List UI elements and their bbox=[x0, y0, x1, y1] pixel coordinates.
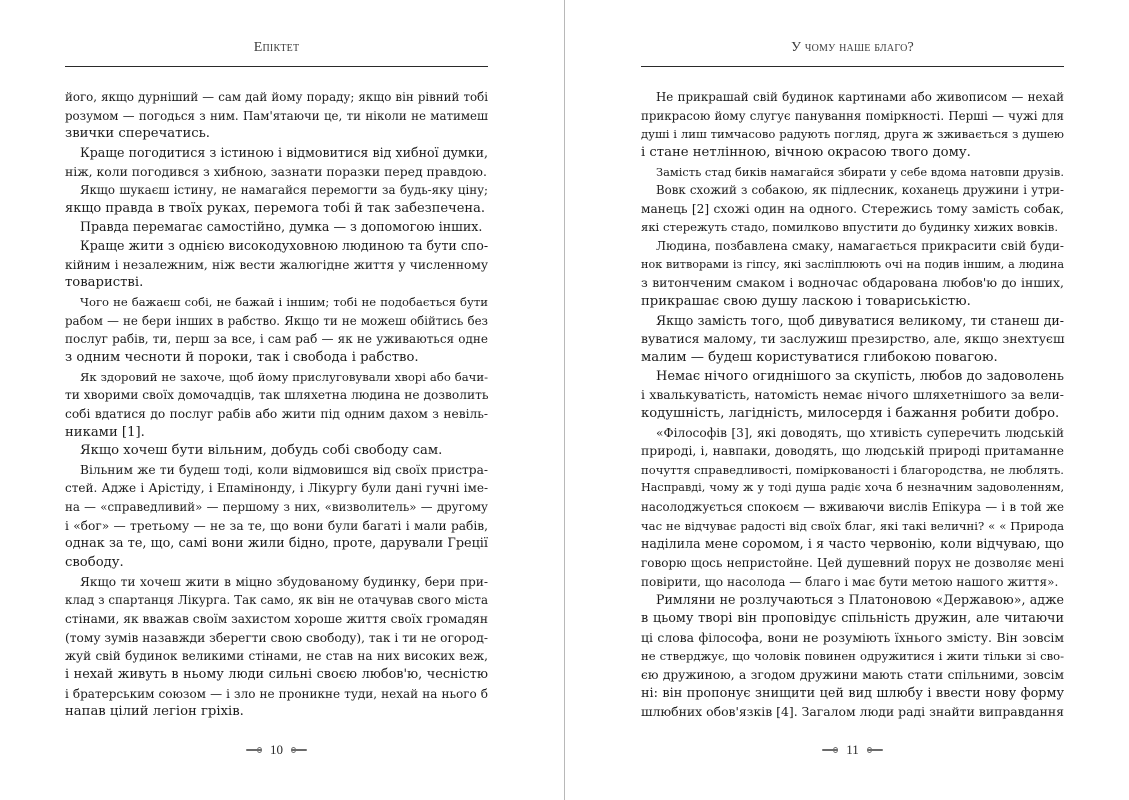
text-line: насолоджується спокоєм — вживаючи вислів Епікура — і в той же bbox=[641, 500, 1064, 515]
text-line: Римляни не розлучаються з Платоновою «Державою», адже bbox=[656, 592, 1064, 608]
text-line: Замість стад биків намагайся збирати у себе вдома натовпи друзів. bbox=[656, 164, 1064, 179]
text-line: Насправді, чому ж у тоді душа радіє хоча б незначним задоволенням, bbox=[641, 481, 1064, 495]
header-rule bbox=[65, 66, 488, 67]
page-number-text: 10 bbox=[270, 742, 283, 757]
text-line: якщо правда в твоїх руках, перемога тобі й так забезпечена. bbox=[65, 200, 485, 216]
text-line: повірити, що насолода — благо і має бути метою нашого життя». bbox=[641, 574, 1059, 589]
text-line: шлюбних обов'язків [4]. Загалом люди раді знайти виправдання bbox=[641, 704, 1064, 720]
text-line: товаристві. bbox=[65, 275, 144, 291]
header-rule bbox=[641, 66, 1064, 67]
text-line: «Філософів [3], які доводять, що хтивість суперечить людській bbox=[656, 425, 1064, 440]
text-line: ні: він пропонує знищити цей вид шлюбу і ввести нову форму bbox=[641, 685, 1064, 701]
text-line: нок витворами із гіпсу, які засліплюють очі на подив іншим, а людина bbox=[641, 257, 1064, 271]
text-line: клад з спартанця Лікурга. Так само, як він не отачував свого міста bbox=[65, 593, 488, 608]
text-line: Правда перемагає самостійно, думка — з допомогою інших. bbox=[80, 219, 483, 235]
text-line: (тому зумів назавжди зберегти свою свободу), так і ти не огород- bbox=[65, 630, 488, 645]
text-line: душі і лиш тимчасово радують погляд, друга ж зживається з душею bbox=[641, 127, 1064, 142]
text-line: малим — будеш користуватися глибокою повагою. bbox=[641, 349, 998, 365]
text-line: наділила мене соромом, і я часто червонію, коли відчуваю, що bbox=[641, 536, 1064, 552]
ornament-left-icon bbox=[822, 747, 838, 753]
page-body bbox=[65, 88, 488, 722]
text-line: Якщо замість того, щоб дивуватися великому, ти станеш ди- bbox=[656, 312, 1064, 328]
text-line: Як здоровий не захоче, щоб йому прислуговували хворі або бачи- bbox=[80, 369, 488, 384]
text-line: і братерським союзом — і зло не проникне туди, нехай на нього б bbox=[65, 686, 488, 701]
right-page bbox=[641, 0, 1064, 800]
text-line: розумом — погодься з ним. Пам'ятаючи це, ти ніколи не матимеш bbox=[65, 108, 488, 123]
text-line: никами [1]. bbox=[65, 424, 145, 440]
text-line: і «бог» — третьому — не за те, що вони були багаті і мали рабів, bbox=[65, 518, 488, 533]
text-line: собі вдатися до послуг рабів або жити під одним дахом з невіль- bbox=[65, 406, 488, 421]
text-line: прикрашає свою душу ласкою і товариськістю. bbox=[641, 294, 971, 310]
ornament-left-icon bbox=[246, 747, 262, 753]
text-line: жуй свій будинок великими стінами, не став на них високих веж, bbox=[65, 649, 488, 664]
text-line: Не прикрашай свій будинок картинами або живописом — нехай bbox=[656, 90, 1064, 104]
text-line: які стережуть стадо, помилково впустити до будинку хижих вовків. bbox=[641, 220, 1059, 235]
text-line: Якщо хочеш бути вільним, добудь собі свободу сам. bbox=[80, 443, 443, 459]
page-body bbox=[641, 88, 1064, 722]
text-line: послуг рабів, ти, перш за все, і сам раб — як не уживаються одне bbox=[65, 332, 488, 347]
left-page bbox=[65, 0, 488, 800]
text-line: говорю щось непристойне. Цей душевний порух не дозволяє мені bbox=[641, 556, 1064, 571]
text-line: стей. Адже і Арістіду, і Епамінонду, і Лікургу були дані гучні іме- bbox=[65, 481, 488, 496]
text-line: і нехай живуть в ньому люди сильні своєю любов'ю, чесністю bbox=[65, 666, 488, 682]
text-line: на — «справедливий» — першому з них, «визволитель» — другому bbox=[65, 500, 488, 515]
text-line: Чого не бажаєш собі, не бажай і іншим; тобі не подобається бути bbox=[80, 295, 488, 310]
page-number bbox=[65, 742, 488, 758]
text-line: звички сперечатись. bbox=[65, 126, 210, 142]
text-line: Якщо ти хочеш жити в міцно збудованому будинку, бери при- bbox=[80, 574, 488, 589]
running-head: Епіктет bbox=[253, 40, 300, 55]
text-line: кодушність, лагідність, милосердя і бажання робити добро. bbox=[641, 405, 1060, 421]
text-line: ніж, коли погодився з хибною, зазнати поразки перед правдою. bbox=[65, 163, 487, 179]
page-number-text: 11 bbox=[846, 742, 859, 757]
text-line: час не відчуває радості від своїх благ, які такі величні? « « Природа bbox=[641, 518, 1064, 533]
text-line: Немає нічого огиднішого за скупість, любов до задоволень bbox=[656, 368, 1064, 384]
text-line: єю дружиною, а згодом дружини мають стати спільними, зовсім bbox=[641, 667, 1064, 682]
text-line: ці слова філософа, вони не розуміють їхнього змісту. Він зовсім bbox=[641, 629, 1064, 645]
text-line: ти хворими своїх домочадців, так шляхетна людина не дозволить bbox=[65, 388, 489, 403]
text-line: в цьому творі він проповідує спільність дружин, але читаючи bbox=[641, 610, 1064, 626]
text-line: Краще жити з однією високодуховною людиною та бути спо- bbox=[80, 238, 489, 254]
text-line: природі, і, навпаки, доводять, що людській природі притаманне bbox=[641, 443, 1064, 459]
text-line: почуття справедливості, поміркованості і благородства, не люблять. bbox=[641, 462, 1064, 477]
running-head: У чому наше благо? bbox=[791, 40, 914, 55]
text-line: стінами, як вважав своїм захистом хороше життя своїх громадян bbox=[65, 611, 488, 626]
text-line: кійним і незалежним, ніж вести жалюгідне життя у численному bbox=[65, 257, 488, 272]
text-line: вуватися малому, ти заслужиш презирство, але, якщо знехтуєш bbox=[641, 331, 1065, 347]
text-line: однак за те, що, самі вони жили бідно, проте, дарували Греції bbox=[65, 536, 488, 552]
text-line: не стверджує, що чоловік повинен одружитися і жити тільки зі сво- bbox=[641, 649, 1064, 664]
text-line: прикрасою йому слугує панування поміркності. Перші — чужі для bbox=[641, 108, 1064, 123]
text-line: рабом — не бери інших в рабство. Якщо ти не можеш обійтись без bbox=[65, 313, 488, 328]
text-line: Краще погодитися з істиною і відмовитися від хибної думки, bbox=[80, 144, 488, 160]
text-line: Людина, позбавлена смаку, намагається прикрасити свій буди- bbox=[656, 239, 1064, 254]
text-line: Вільним же ти будеш тоді, коли відмовишся від своїх пристра- bbox=[80, 462, 488, 477]
spine-gutter bbox=[564, 0, 565, 800]
text-line: з одним чесноти й пороки, так і свобода і рабство. bbox=[65, 349, 419, 365]
ornament-right-icon bbox=[867, 747, 883, 753]
text-line: його, якщо дурніший — сам дай йому пораду; якщо він рівний тобі bbox=[65, 90, 488, 104]
text-line: Якщо шукаєш істину, не намагайся перемогти за будь-яку ціну; bbox=[80, 183, 488, 198]
page-number bbox=[641, 742, 1064, 758]
text-line: манець [2] схожі один на одного. Стережись тому замість собак, bbox=[641, 201, 1064, 216]
ornament-right-icon bbox=[291, 747, 307, 753]
text-line: з витонченим смаком і водночас обдарована любов'ю до інших, bbox=[641, 275, 1064, 291]
text-line: і стане нетлінною, вічною окрасою твого дому. bbox=[641, 144, 971, 160]
text-line: свободу. bbox=[65, 555, 124, 571]
text-line: напав цілий легіон гріхів. bbox=[65, 704, 244, 720]
text-line: Вовк схожий з собакою, як підлесник, коханець дружини і утри- bbox=[656, 183, 1064, 198]
text-line: і хвалькуватість, натомість немає нічого шляхетнішого за вели- bbox=[641, 387, 1064, 403]
